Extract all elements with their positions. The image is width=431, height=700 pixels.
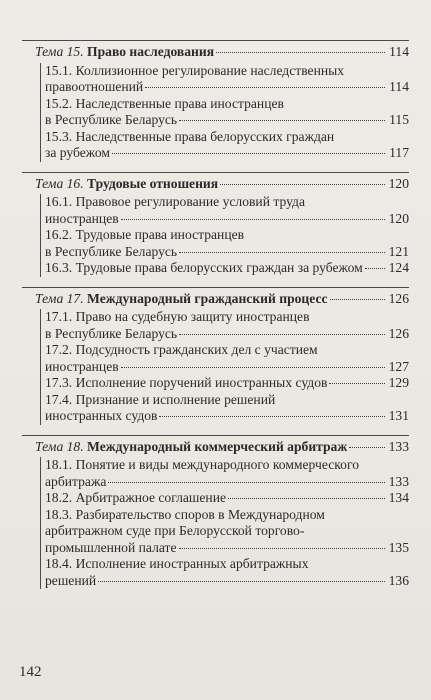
leader-dots [220, 184, 385, 185]
toc-entry-text: иностранных судов [45, 408, 158, 423]
toc-entry-line [45, 326, 409, 342]
toc-entry-line [45, 392, 409, 408]
leader-dots [159, 416, 385, 417]
toc-entry-text: 16.3. Трудовые права белорусских граждан за рубежом [45, 260, 363, 275]
toc-entry-line [45, 145, 409, 161]
topic-prefix: Тема 18. [35, 438, 84, 454]
toc-entry-line [45, 112, 409, 128]
toc-entry-text: 16.1. Правовое регулирование условий труда [45, 194, 305, 209]
topic-prefix: Тема 17. [35, 290, 84, 306]
toc-entry-page: 133 [388, 473, 409, 489]
topic-header [35, 291, 409, 307]
leader-dots [98, 581, 385, 582]
toc-entry-text: 17.4. Признание и исполнение решений [45, 391, 276, 407]
toc-entry-page: 114 [389, 79, 409, 94]
toc-entry-line [45, 408, 409, 424]
topic-header [35, 176, 409, 192]
leader-dots [121, 219, 385, 220]
toc-entry-line [45, 540, 409, 556]
toc-entry-line [45, 375, 409, 391]
toc-entry-text: 15.3. Наследственные права белорусских граждан [45, 128, 335, 144]
toc-entry-text: арбитража [45, 473, 107, 489]
topic-side-rule [40, 457, 41, 589]
leader-dots [228, 498, 385, 499]
topic-prefix: Тема 16. [35, 175, 84, 191]
toc-entry-text: промышленной палате [45, 539, 177, 555]
leader-dots [365, 268, 385, 269]
topic-title: Право наследования [87, 44, 215, 59]
topic-header-text [35, 291, 328, 307]
toc-entry-page: 127 [388, 358, 409, 374]
toc-entry-page: 126 [388, 325, 409, 341]
toc-entry-page: 121 [388, 243, 409, 259]
leader-dots [179, 120, 385, 121]
toc-entry-line [45, 79, 409, 95]
leader-dots [329, 383, 385, 384]
toc-entry-line [45, 194, 409, 210]
toc-entry-line [45, 309, 409, 325]
topic-title: Трудовые отношения [87, 175, 219, 191]
topic-title: Международный гражданский процесс [87, 290, 328, 306]
leader-dots [108, 482, 385, 483]
topic-side-rule [40, 194, 41, 277]
leader-dots [112, 153, 385, 154]
toc-entry-line [45, 211, 409, 227]
toc-entry-text: в Республике Беларусь [45, 112, 178, 127]
leader-dots [145, 87, 385, 88]
toc-entry-page: 115 [389, 112, 409, 127]
toc-entry-text: 17.3. Исполнение поручений иностранных судов [45, 375, 328, 390]
leader-dots [179, 252, 385, 253]
leader-dots [216, 52, 385, 53]
toc-entry-page: 135 [388, 539, 409, 555]
topic-side-rule [40, 309, 41, 425]
topic-header-text [35, 439, 347, 455]
toc-entry-page: 129 [388, 375, 409, 390]
toc-entry-text: 18.2. Арбитражное соглашение [45, 490, 227, 505]
leader-dots [330, 299, 385, 300]
toc-entry-text: 15.2. Наследственные права иностранцев [45, 95, 284, 111]
leader-dots [121, 367, 385, 368]
toc-entry-text: иностранцев [45, 210, 119, 226]
toc-entry-text: в Республике Беларусь [45, 243, 178, 259]
toc-entry-text: правоотношений [45, 79, 144, 94]
toc-entry-text: арбитражном суде при Белорусской торгово- [45, 523, 305, 538]
toc-entry-page: 136 [388, 572, 409, 588]
toc-entry-page: 120 [388, 210, 409, 226]
toc-entry-line [45, 573, 409, 589]
leader-dots [179, 548, 385, 549]
toc-entry-text: 17.1. Право на судебную защиту иностранцев [45, 309, 310, 324]
toc-entry-line [45, 342, 409, 358]
topic-divider [22, 287, 409, 288]
topic-prefix: Тема 15. [35, 44, 84, 59]
toc-entry-line [45, 129, 409, 145]
topic-header [35, 44, 409, 60]
topic-title: Международный коммерческий арбитраж [87, 438, 348, 454]
toc-entry-line [45, 474, 409, 490]
toc-entry-line [45, 96, 409, 112]
topic-page: 114 [389, 44, 409, 59]
topic-page: 120 [388, 175, 409, 191]
topic-header-text [35, 44, 214, 60]
toc-entry-line [45, 490, 409, 506]
toc-entry-line [45, 359, 409, 375]
toc-entry-text: 16.2. Трудовые права иностранцев [45, 227, 245, 242]
toc-entry-text: 18.4. Исполнение иностранных арбитражных [45, 556, 309, 571]
topic-divider [22, 40, 409, 41]
toc-entry-text: 15.1. Коллизионное регулирование наследственных [45, 62, 345, 78]
topic-header-text [35, 176, 218, 192]
toc-entry-text: 18.3. Разбирательство споров в Международном [45, 506, 325, 522]
toc-entry-line [45, 523, 409, 539]
toc-entry-text: решений [45, 572, 97, 588]
topic-divider [22, 172, 409, 173]
topic-page: 126 [388, 290, 409, 306]
toc-entry-text: иностранцев [45, 358, 119, 374]
toc-entry-page: 117 [389, 145, 409, 160]
toc-entry-page: 134 [388, 490, 409, 505]
topic-header [35, 439, 409, 455]
topic-page: 133 [388, 438, 409, 454]
toc-entry-line [45, 227, 409, 243]
toc-entry-text: 17.2. Подсудность гражданских дел с участием [45, 342, 318, 357]
toc-entry-line [45, 556, 409, 572]
page-number: 142 [19, 664, 42, 680]
toc-entry-text: 18.1. Понятие и виды международного коммерческого [45, 457, 359, 472]
leader-dots [179, 334, 385, 335]
leader-dots [349, 447, 385, 448]
topic-divider [22, 435, 409, 436]
toc-entry-text: в Республике Беларусь [45, 325, 178, 341]
toc-entry-text: за рубежом [45, 145, 111, 160]
toc-entry-line [45, 260, 409, 276]
toc-entry-line [45, 63, 409, 79]
topic-side-rule [40, 63, 41, 162]
toc-entry-page: 124 [388, 260, 409, 275]
toc-entry-page: 131 [388, 408, 409, 423]
toc-entry-line [45, 244, 409, 260]
toc-entry-line [45, 457, 409, 473]
toc-entry-line [45, 507, 409, 523]
